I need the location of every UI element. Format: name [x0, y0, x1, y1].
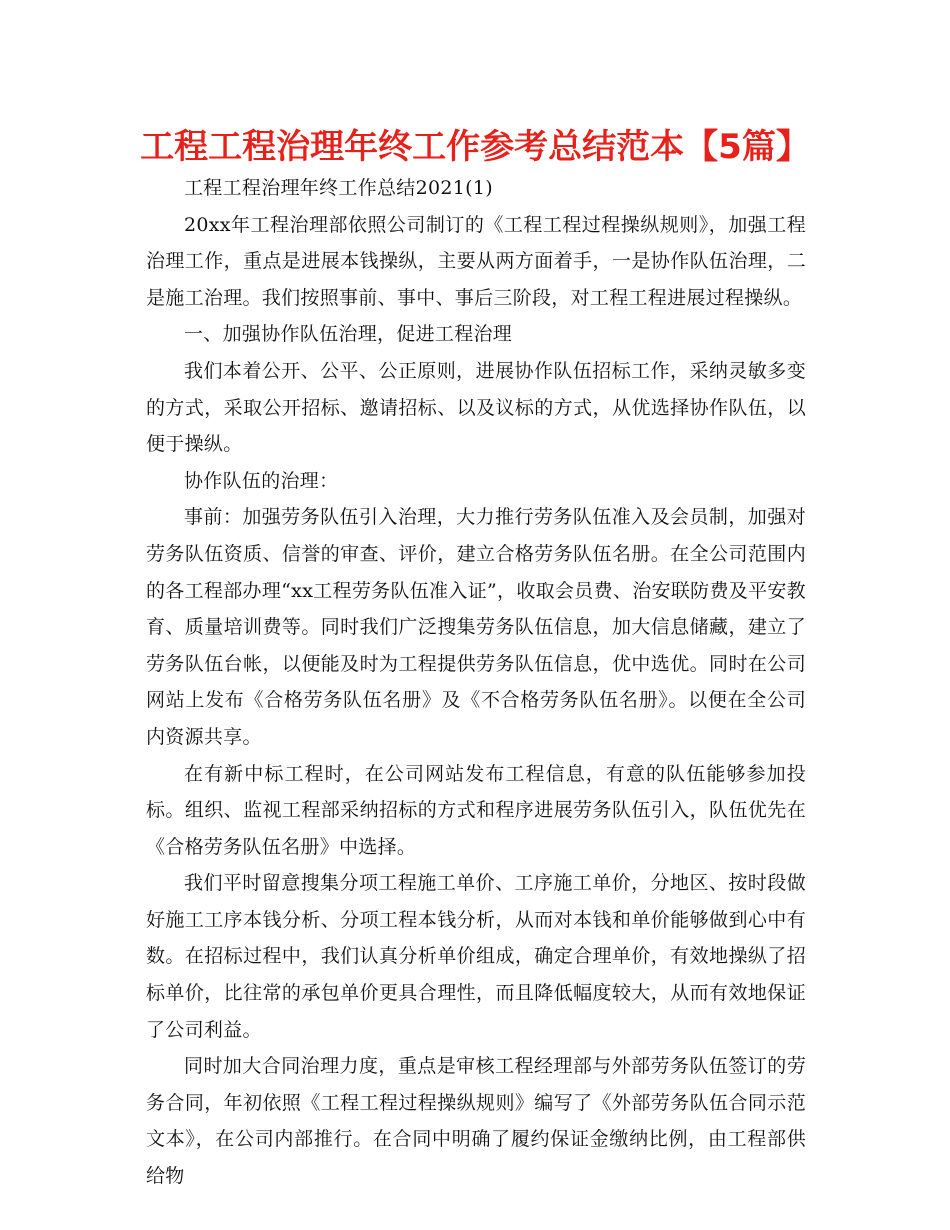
- paragraph: 事前：加强劳务队伍引入治理，大力推行劳务队伍准入及会员制，加强对劳务队伍资质、信誉的审查、评价，建立合格劳务队伍名册。在全公司范围内的各工程部办理“xx工程劳务队伍准入证”，收取会员费、治安联防费及平安教育、质量培训费等。同时我们广泛搜集劳务队伍信息，加大信息储藏，建立了劳务队伍台帐，以便能及时为工程提供劳务队伍信息，优中选优。同时在公司网站上发布《合格劳务队伍名册》及《不合格劳务队伍名册》。以便在全公司内资源共享。: [146, 506, 806, 748]
- document-title: 工程工程治理年终工作参考总结范本【5篇】: [140, 127, 810, 167]
- subheading: 协作队伍的治理：: [184, 469, 339, 492]
- paragraph: 我们本着公开、公平、公正原则，进展协作队伍招标工作，采纳灵敏多变的方式，采取公开招标、邀请招标、以及议标的方式，从优选择协作队伍，以便于操纵。: [146, 359, 806, 456]
- paragraph: 我们平时留意搜集分项工程施工单价、工序施工单价，分地区、按时段做好施工工序本钱分析、分项工程本钱分析，从而对本钱和单价能够做到心中有数。在招标过程中，我们认真分析单价组成，确定合理单价，有效地操纵了招标单价，比往常的承包单价更具合理性，而且降低幅度较大，从而有效地保证了公司利益。: [146, 872, 806, 1041]
- section-subtitle: 工程工程治理年终工作总结2021(1): [184, 177, 493, 199]
- section-heading: 一、加强协作队伍治理，促进工程治理: [184, 323, 513, 346]
- paragraph: 在有新中标工程时，在公司网站发布工程信息，有意的队伍能够参加投标。组织、监视工程部采纳招标的方式和程序进展劳务队伍引入，队伍优先在《合格劳务队伍名册》中选择。: [146, 762, 806, 858]
- document-body: [146, 170, 806, 1195]
- paragraph: 同时加大合同治理力度，重点是审核工程经理部与外部劳务队伍签订的劳务合同，年初依照《工程工程过程操纵规则》编写了《外部劳务队伍合同示范文本》，在公司内部推行。在合同中明确了履约保证金缴纳比例，由工程部供给物: [146, 1055, 806, 1188]
- paragraph: 20xx年工程治理部依照公司制订的《工程工程过程操纵规则》，加强工程治理工作，重点是进展本钱操纵，主要从两方面着手，一是协作队伍治理，二是施工治理。我们按照事前、事中、事后三阶段，对工程工程进展过程操纵。: [146, 213, 806, 309]
